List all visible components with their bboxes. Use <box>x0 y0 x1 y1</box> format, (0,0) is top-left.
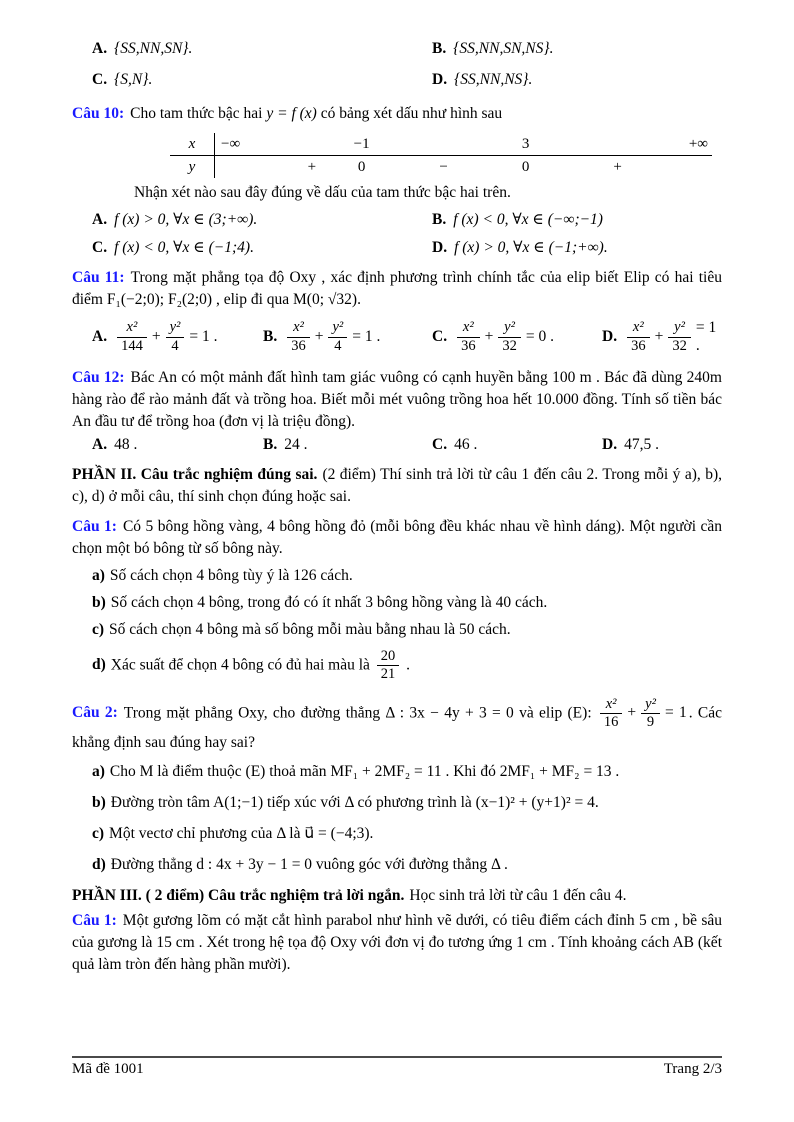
part3-title: PHẦN III. ( 2 điểm) Câu trắc nghiệm trả lời ngắn. <box>72 886 405 904</box>
option-label: D. <box>432 71 448 88</box>
statement-c <box>72 619 722 641</box>
question-12-options <box>72 436 722 454</box>
sign-table-x-cells <box>215 133 712 155</box>
question-11-label: Câu 11: <box>72 269 125 286</box>
part2-question-1-label: Câu 1: <box>72 518 117 535</box>
part2-question-2-text-pre: Trong mặt phẳng Oxy, cho đường thẳng Δ : 3x − 4y + 3 = 0 và elip (E): <box>123 704 597 722</box>
part2-desc: (2 điểm) Thí sinh trả lời từ câu 1 đến câu 2. Trong mỗi ý a), b), c), d) ở mỗi câu, thí sinh chọn đúng hoặc sai. <box>72 466 723 505</box>
question-11-text: Trong mặt phẳng tọa độ Oxy , xác định phương trình chính tắc của elip biết Elip có hai tiêu điểm F₁(−2;0); F₂(2;0) , elip đi qua M(0; √32). <box>72 269 722 308</box>
plus-sign: + <box>314 328 324 345</box>
fraction-denominator: 36 <box>631 337 646 354</box>
page-number: Trang 2/3 <box>663 1061 722 1077</box>
option-c <box>432 319 602 355</box>
equation-rhs: = 1 . <box>189 328 218 345</box>
option-label: B. <box>432 211 447 228</box>
table-x-value: 3 <box>521 136 530 152</box>
fraction-numerator: y² <box>166 319 185 337</box>
fraction <box>328 319 347 355</box>
option-text: {S,N}. <box>114 71 153 88</box>
exam-code: Mã đề 1001 <box>72 1061 144 1077</box>
part2-question-1 <box>72 516 722 560</box>
statement-a <box>72 565 722 587</box>
statement-a <box>72 761 722 783</box>
table-x-value: −1 <box>353 136 370 152</box>
fraction-denominator: 21 <box>380 666 396 683</box>
option-label: A. <box>92 436 108 453</box>
table-y-sign: + <box>307 159 317 175</box>
option-b <box>432 40 722 58</box>
option-text: f (x) > 0, ∀x ∈ (3;+∞). <box>114 211 258 228</box>
option-b <box>263 436 432 454</box>
statement-text-pre: Xác suất để chọn 4 bông có đủ hai màu là <box>110 656 374 674</box>
statement-text: Số cách chọn 4 bông, trong đó có ít nhất 3 bông hồng vàng là 40 cách. <box>110 594 548 611</box>
statement-label: b) <box>92 793 106 811</box>
question-10 <box>72 103 722 125</box>
fraction-numerator: y² <box>498 319 521 337</box>
option-d <box>432 238 722 257</box>
statement-text: Một vectơ chỉ phương của Δ là u⃗ = (−4;3). <box>109 824 374 842</box>
fraction <box>287 319 310 355</box>
statement-label: c) <box>92 824 105 842</box>
option-a <box>92 40 432 58</box>
question-10-label: Câu 10: <box>72 105 125 122</box>
plus-sign: + <box>654 328 664 345</box>
table-y-sign: − <box>439 159 448 175</box>
question9-options <box>72 40 722 89</box>
question-10-options <box>72 210 722 257</box>
fraction-denominator: 36 <box>291 337 306 354</box>
fraction-denominator: 4 <box>171 337 179 354</box>
statement-c <box>72 823 722 845</box>
fraction-denominator: 32 <box>672 337 687 354</box>
fraction-numerator: y² <box>668 319 691 337</box>
fraction-numerator: 20 <box>377 648 400 666</box>
question-10-text-post: có bảng xét dấu như hình sau <box>316 105 503 122</box>
sign-table-header-y: y <box>170 156 215 178</box>
part2-question-2-text-post: . Các khẳng định sau đúng hay sai? <box>72 704 722 751</box>
option-text: 47,5 . <box>624 436 659 453</box>
statement-text: Đường thẳng d : 4x + 3y − 1 = 0 vuông góc với đường thẳng Δ . <box>110 855 508 873</box>
fraction-numerator: x² <box>117 319 147 337</box>
fraction <box>117 319 147 355</box>
option-b <box>263 319 432 355</box>
fraction-denominator: 9 <box>646 714 655 731</box>
sign-table <box>170 133 712 178</box>
sign-table-row-y <box>170 156 712 178</box>
page-footer <box>72 1056 722 1078</box>
part3-desc: Học sinh trả lời từ câu 1 đến câu 4. <box>409 886 627 904</box>
statement-label: c) <box>92 621 105 638</box>
option-a <box>92 210 432 229</box>
option-label: D. <box>602 328 618 345</box>
option-text: {SS,NN,SN}. <box>114 40 193 57</box>
statement-d <box>72 854 722 876</box>
fraction-denominator: 144 <box>121 337 143 354</box>
option-text: 46 . <box>454 436 478 453</box>
option-label: C. <box>432 436 448 453</box>
part2-heading <box>72 464 722 508</box>
statement-b <box>72 792 722 814</box>
fraction-denominator: 4 <box>334 337 342 354</box>
plus-sign: + <box>484 328 494 345</box>
option-text: f (x) > 0, ∀x ∈ (−1;+∞). <box>454 239 608 256</box>
part2-title: PHẦN II. Câu trắc nghiệm đúng sai. <box>72 466 318 483</box>
part2-question-2-label: Câu 2: <box>72 704 118 722</box>
part3-question-1 <box>72 910 722 976</box>
question-11 <box>72 267 722 311</box>
fraction-denominator: 36 <box>461 337 476 354</box>
option-text: 24 . <box>284 436 308 453</box>
fraction-numerator: x² <box>287 319 310 337</box>
option-label: B. <box>263 436 278 453</box>
statement-d <box>72 648 722 684</box>
statement-label: b) <box>92 594 106 611</box>
equation-rhs: = 1 . <box>352 328 381 345</box>
fraction <box>641 696 660 732</box>
equation-rhs: = 1 <box>664 704 687 722</box>
table-x-value: −∞ <box>221 136 241 152</box>
statement-label: a) <box>92 762 105 780</box>
option-text: {SS,NN,NS}. <box>454 71 533 88</box>
fraction <box>457 319 480 355</box>
sign-table-header-x: x <box>170 133 215 155</box>
option-text: f (x) < 0, ∀x ∈ (−1;4). <box>114 239 254 256</box>
option-c <box>432 436 602 454</box>
option-text: f (x) < 0, ∀x ∈ (−∞;−1) <box>453 211 603 228</box>
table-x-value: +∞ <box>688 136 708 152</box>
part3-question-1-text: Một gương lõm có mặt cắt hình parabol như hình vẽ dưới, có tiêu điểm cách đỉnh 5 cm , bề sâu của gương là 15 cm . Xét trong hệ tọa độ Oxy với đơn vị đo tương ứng 1 cm . Tính khoảng cách AB (kết quả làm tròn đến hàng phần mười). <box>72 911 722 973</box>
sign-table-row-x <box>170 133 712 156</box>
option-label: A. <box>92 328 108 345</box>
part2-question-2 <box>72 696 722 754</box>
statement-text: Số cách chọn 4 bông mà số bông mỗi màu bằng nhau là 50 cách. <box>109 621 511 638</box>
question-12-label: Câu 12: <box>72 369 125 386</box>
option-d <box>602 436 722 454</box>
option-text: 48 . <box>114 436 138 453</box>
fraction-numerator: y² <box>328 319 347 337</box>
table-y-zero: 0 <box>357 159 366 175</box>
plus-sign: + <box>151 328 161 345</box>
question-10-text-pre: Cho tam thức bậc hai <box>130 105 267 122</box>
option-label: C. <box>432 328 448 345</box>
fraction <box>600 696 623 732</box>
statement-label: a) <box>92 567 105 584</box>
option-b <box>432 210 722 229</box>
statement-label: d) <box>92 656 106 674</box>
statement-b <box>72 592 722 614</box>
table-y-zero: 0 <box>521 159 530 175</box>
sign-table-y-cells <box>215 156 712 178</box>
plus-sign: + <box>627 704 637 722</box>
statement-text: Số cách chọn 4 bông tùy ý là 126 cách. <box>109 567 353 584</box>
option-d <box>432 71 722 89</box>
option-c <box>92 71 432 89</box>
fraction <box>627 319 650 355</box>
option-label: A. <box>92 211 108 228</box>
fraction-denominator: 32 <box>502 337 517 354</box>
option-label: C. <box>92 71 108 88</box>
part3-question-1-label: Câu 1: <box>72 911 117 929</box>
option-c <box>92 238 432 257</box>
statement-text: Đường tròn tâm A(1;−1) tiếp xúc với Δ có phương trình là (x−1)² + (y+1)² = 4. <box>110 793 599 811</box>
fraction <box>668 319 691 355</box>
option-label: B. <box>432 40 447 57</box>
part2-question-1-text: Có 5 bông hồng vàng, 4 bông hồng đỏ (mỗi bông đều khác nhau về hình dáng). Một người cần chọn một bó bông từ số bông này. <box>72 518 722 557</box>
statement-text: Cho M là điểm thuộc (E) thoả mãn MF₁ + 2MF₂ = 11 . Khi đó 2MF₁ + MF₂ = 13 . <box>109 762 620 780</box>
option-a <box>92 436 263 454</box>
option-label: A. <box>92 40 108 57</box>
question-10-math: y = f (x) <box>266 105 317 122</box>
statement-text-post: . <box>402 656 411 674</box>
fraction <box>166 319 185 355</box>
fraction-numerator: x² <box>457 319 480 337</box>
option-a <box>92 319 263 355</box>
option-text: {SS,NN,SN,NS}. <box>453 40 554 57</box>
option-d <box>602 319 722 355</box>
option-label: D. <box>602 436 618 453</box>
fraction-denominator: 16 <box>603 714 619 731</box>
statement-label: d) <box>92 855 106 873</box>
fraction-numerator: y² <box>641 696 660 714</box>
fraction-numerator: x² <box>627 319 650 337</box>
fraction-numerator: x² <box>600 696 623 714</box>
option-label: C. <box>92 239 108 256</box>
question-10-note: Nhận xét nào sau đây đúng về dấu của tam thức bậc hai trên. <box>134 184 511 201</box>
question-12-text: Bác An có một mảnh đất hình tam giác vuông có cạnh huyền bằng 100 m . Bác đã dùng 240m hàng rào để rào mảnh đất và trồng hoa. Biết mỗi mét vuông trồng hoa hết 10.000 đồng. Tính số tiền bác An đầu tư để trồng hoa (đơn vị là triệu đồng). <box>72 369 722 430</box>
fraction <box>498 319 521 355</box>
question-11-options <box>72 319 722 355</box>
question-12 <box>72 367 722 433</box>
fraction <box>377 648 400 684</box>
table-y-sign: + <box>613 159 622 175</box>
equation-rhs: = 1 . <box>695 319 717 354</box>
equation-rhs: = 0 . <box>525 328 554 345</box>
part3-heading <box>72 885 722 907</box>
option-label: B. <box>263 328 278 345</box>
option-label: D. <box>432 239 448 256</box>
